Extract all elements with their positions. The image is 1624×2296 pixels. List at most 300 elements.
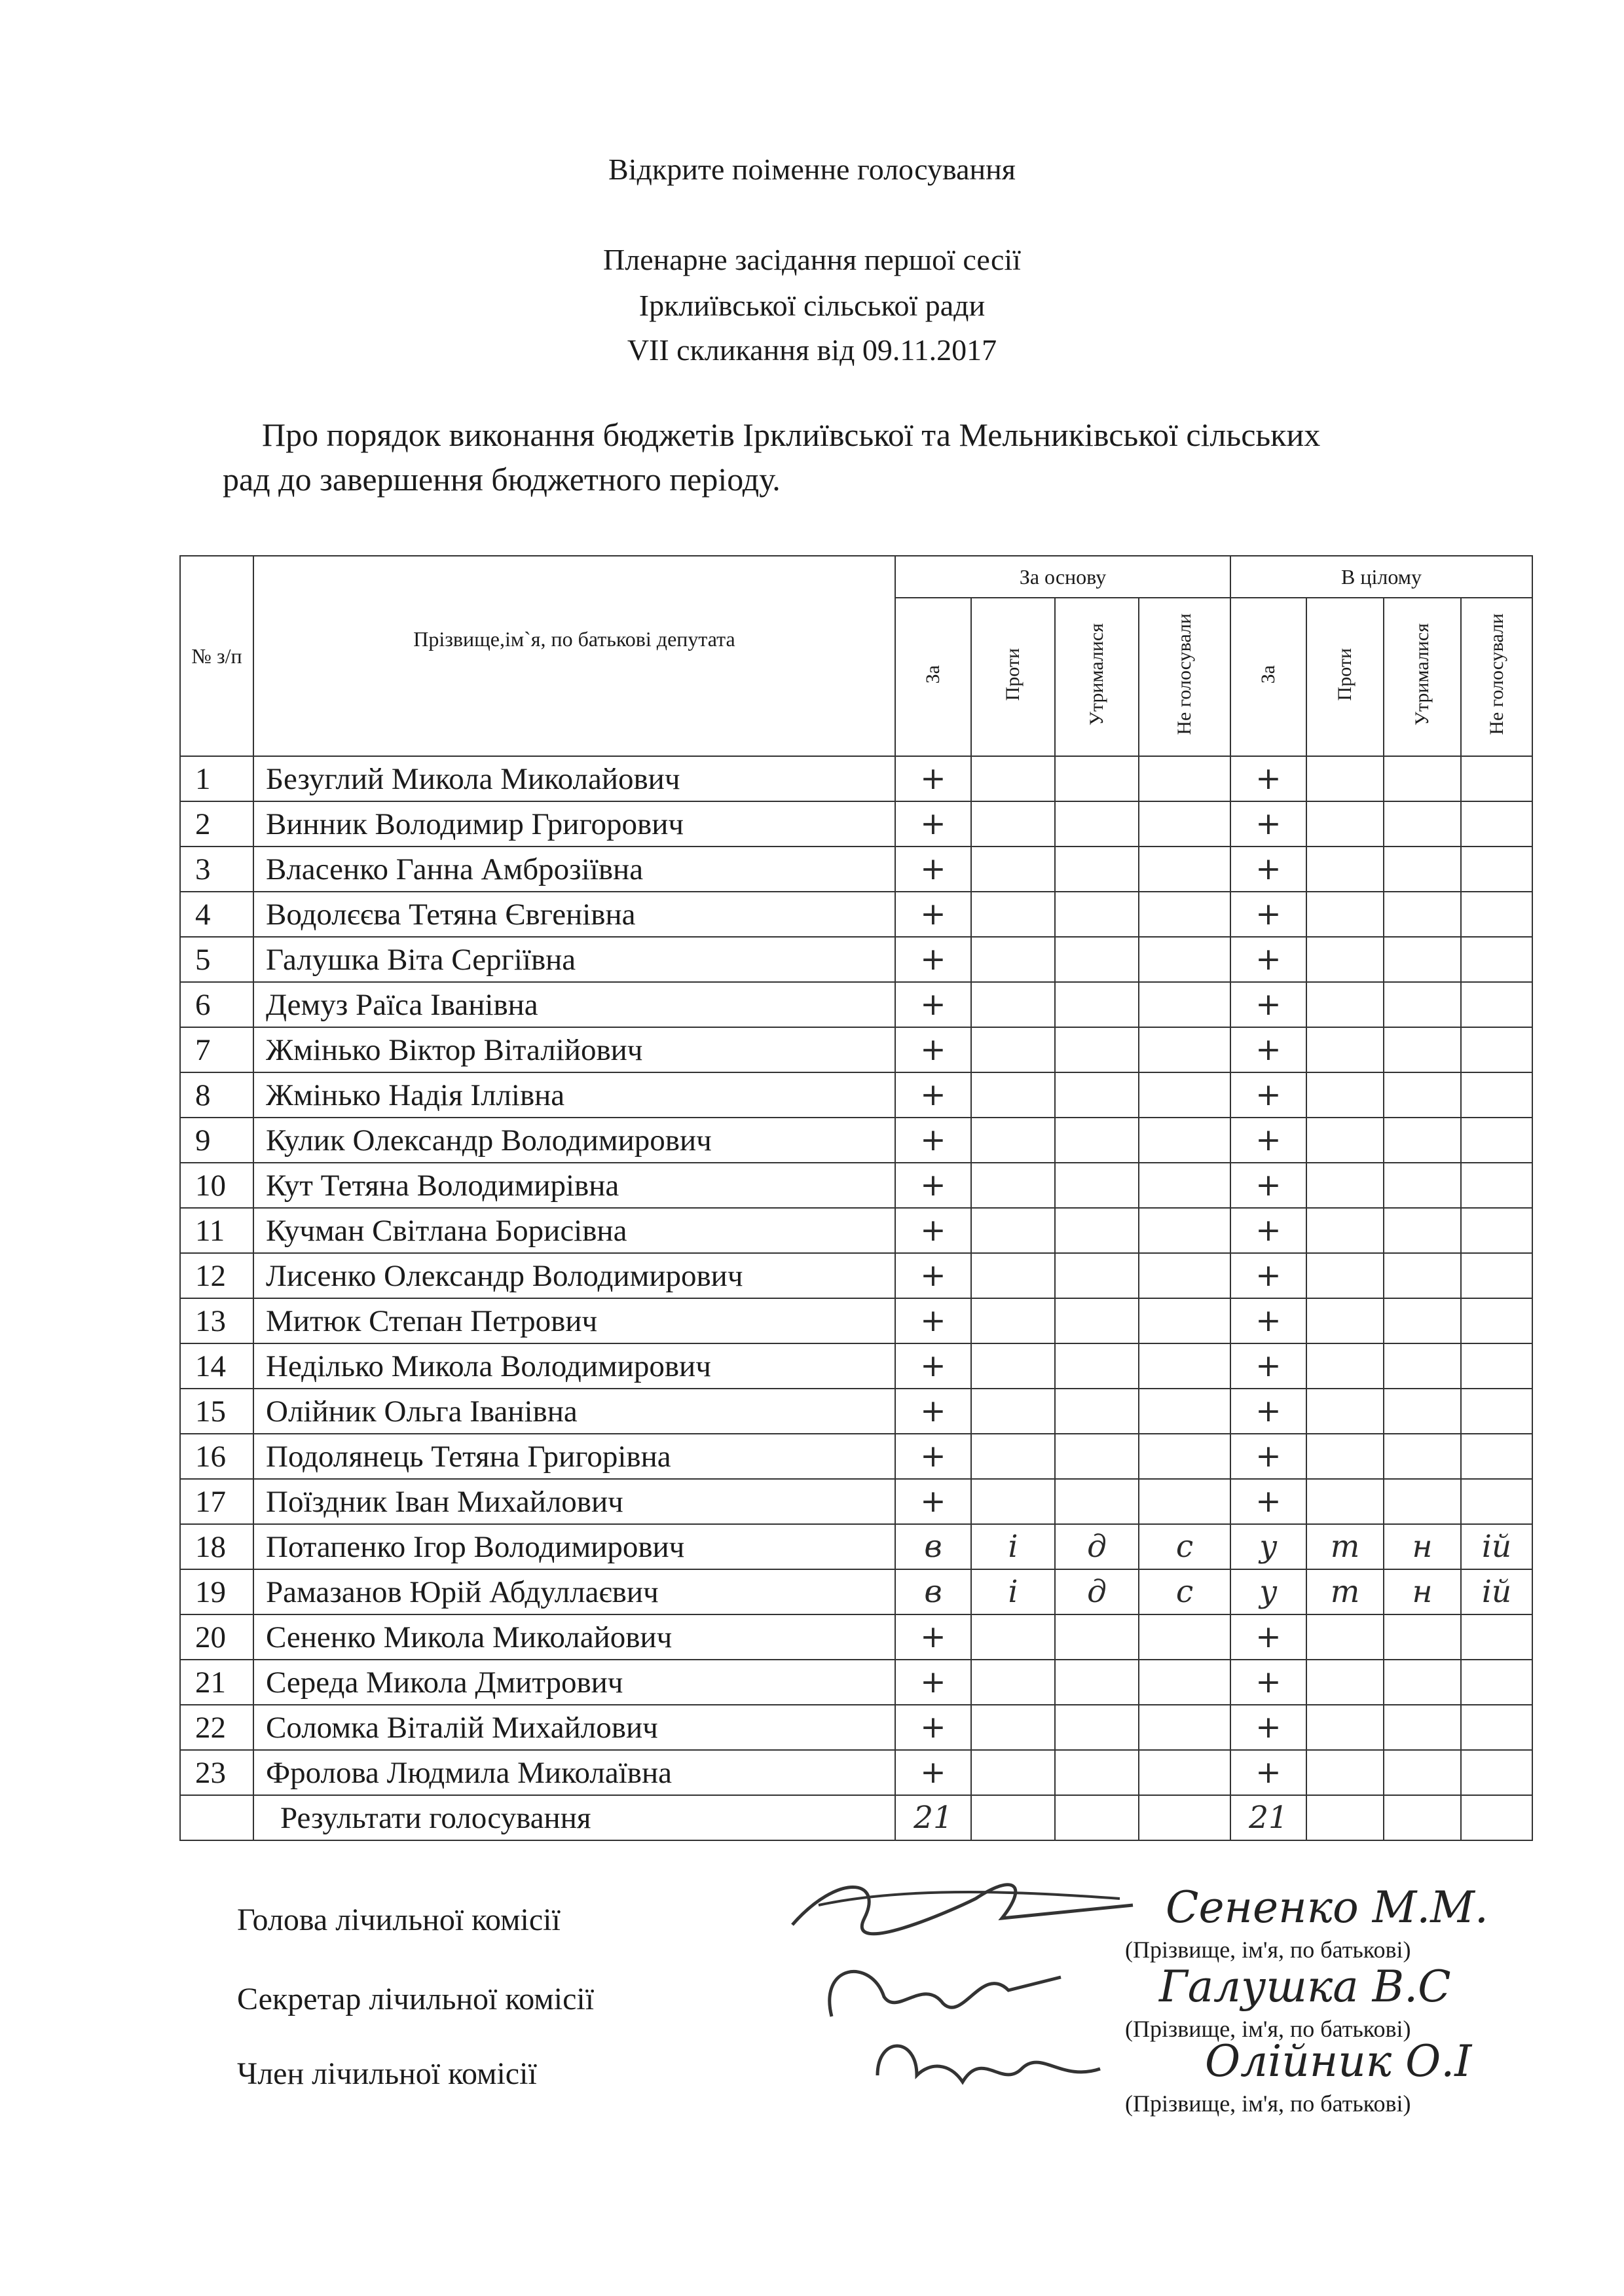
vote-mark — [1306, 1163, 1384, 1208]
table-row — [180, 1569, 1532, 1614]
row-number: 17 — [180, 1479, 253, 1524]
vote-mark — [1055, 1163, 1139, 1208]
vote-mark: + — [895, 982, 971, 1027]
vote-mark — [1055, 1705, 1139, 1750]
vote-mark — [1055, 1614, 1139, 1660]
vote-mark: + — [1230, 1389, 1306, 1434]
vote-mark — [1306, 847, 1384, 892]
table-row — [180, 982, 1532, 1027]
vote-mark — [1139, 1479, 1230, 1524]
vote-mark: в — [895, 1569, 971, 1614]
vote-mark — [1461, 1208, 1532, 1253]
vote-mark — [1055, 892, 1139, 937]
vote-mark — [971, 1705, 1055, 1750]
vote-mark — [1055, 1027, 1139, 1072]
subject-line-2: рад до завершення бюджетного періоду. — [223, 461, 781, 498]
vote-mark: ій — [1461, 1569, 1532, 1614]
table-row — [180, 1389, 1532, 1434]
vote-mark — [971, 1027, 1055, 1072]
vote-mark: д — [1055, 1524, 1139, 1569]
vote-mark — [1306, 801, 1384, 847]
deputy-name: Жмінько Віктор Віталійович — [253, 1027, 895, 1072]
vote-mark — [971, 937, 1055, 982]
row-number: 19 — [180, 1569, 253, 1614]
deputy-name: Демуз Раїса Іванівна — [253, 982, 895, 1027]
results-value — [1306, 1795, 1384, 1840]
vote-mark: + — [895, 1705, 971, 1750]
col-num-header — [180, 556, 253, 756]
table-row — [180, 1118, 1532, 1163]
subject — [223, 412, 1532, 501]
vote-mark — [1306, 1750, 1384, 1795]
results-value — [1055, 1795, 1139, 1840]
row-number: 7 — [180, 1027, 253, 1072]
vote-mark: + — [895, 1027, 971, 1072]
row-number: 10 — [180, 1163, 253, 1208]
vote-mark — [1055, 1434, 1139, 1479]
subheader-whole-ne-holosuvaly — [1461, 598, 1532, 756]
vote-mark — [1139, 801, 1230, 847]
vote-mark: + — [1230, 1343, 1306, 1389]
vote-mark — [971, 1298, 1055, 1343]
vote-mark: + — [895, 937, 971, 982]
signature-name: Олійник О.І — [1205, 2036, 1472, 2086]
vote-mark — [1461, 1750, 1532, 1795]
deputy-name: Винник Володимир Григорович — [253, 801, 895, 847]
vote-mark: + — [895, 1343, 971, 1389]
subheader-label: Проти — [1002, 647, 1024, 701]
vote-mark — [1139, 1253, 1230, 1298]
vote-mark: + — [1230, 847, 1306, 892]
vote-mark — [1306, 1298, 1384, 1343]
vote-mark — [1306, 1118, 1384, 1163]
vote-mark — [1055, 1343, 1139, 1389]
vote-mark — [1461, 1118, 1532, 1163]
deputy-name: Жмінько Надія Іллівна — [253, 1072, 895, 1118]
subheader-label: Не голосували — [1485, 613, 1507, 735]
vote-mark — [1384, 892, 1461, 937]
row-number: 1 — [180, 756, 253, 801]
vote-mark — [1461, 756, 1532, 801]
subheader-base-ne-holosuvaly — [1139, 598, 1230, 756]
vote-mark — [1461, 1163, 1532, 1208]
vote-mark: + — [1230, 892, 1306, 937]
table-row — [180, 1208, 1532, 1253]
vote-mark — [1139, 982, 1230, 1027]
results-value: 21 — [895, 1795, 971, 1840]
vote-mark — [971, 982, 1055, 1027]
col-num-label: № з/п — [191, 644, 242, 668]
deputy-name: Галушка Віта Сергіївна — [253, 937, 895, 982]
deputy-name: Середа Микола Дмитрович — [253, 1660, 895, 1705]
vote-mark: + — [1230, 756, 1306, 801]
vote-mark: + — [1230, 1434, 1306, 1479]
vote-mark: + — [895, 1163, 971, 1208]
table-row — [180, 937, 1532, 982]
vote-mark — [1139, 1343, 1230, 1389]
vote-mark — [1384, 982, 1461, 1027]
vote-mark — [1384, 1027, 1461, 1072]
vote-mark — [1461, 1389, 1532, 1434]
vote-mark: + — [1230, 1027, 1306, 1072]
deputy-name: Потапенко Ігор Володимирович — [253, 1524, 895, 1569]
group-header-base: За основу — [895, 556, 1230, 598]
subheader-whole-utrymalysia — [1384, 598, 1461, 756]
vote-mark: + — [1230, 1660, 1306, 1705]
deputy-name: Поїздник Іван Михайлович — [253, 1479, 895, 1524]
row-number: 11 — [180, 1208, 253, 1253]
row-number: 9 — [180, 1118, 253, 1163]
signature-role: Член лічильної комісії — [237, 2056, 537, 2091]
vote-mark — [1461, 1072, 1532, 1118]
col-name-label: Прізвище,ім`я, по батькові депутата — [413, 627, 735, 651]
row-number: 20 — [180, 1614, 253, 1660]
vote-mark — [1139, 1750, 1230, 1795]
vote-mark — [971, 1253, 1055, 1298]
vote-mark: + — [895, 1298, 971, 1343]
vote-mark: + — [1230, 1705, 1306, 1750]
vote-mark — [1461, 1027, 1532, 1072]
vote-mark — [1139, 937, 1230, 982]
vote-mark — [971, 1750, 1055, 1795]
vote-mark — [971, 1072, 1055, 1118]
row-number: 8 — [180, 1072, 253, 1118]
table-row — [180, 1343, 1532, 1389]
vote-mark — [1461, 1298, 1532, 1343]
vote-mark — [1384, 1163, 1461, 1208]
results-empty-cell — [180, 1795, 253, 1840]
results-value — [1461, 1795, 1532, 1840]
vote-mark: + — [895, 1253, 971, 1298]
vote-mark — [1384, 1208, 1461, 1253]
vote-mark: + — [895, 892, 971, 937]
vote-mark: н — [1384, 1569, 1461, 1614]
row-number: 14 — [180, 1343, 253, 1389]
vote-mark — [971, 1434, 1055, 1479]
vote-mark — [1384, 1072, 1461, 1118]
deputy-name: Фролова Людмила Миколаївна — [253, 1750, 895, 1795]
row-number: 21 — [180, 1660, 253, 1705]
row-number: 3 — [180, 847, 253, 892]
row-number: 13 — [180, 1298, 253, 1343]
vote-mark: + — [1230, 1072, 1306, 1118]
vote-mark — [1139, 1163, 1230, 1208]
vote-mark — [1461, 982, 1532, 1027]
vote-mark: + — [895, 1072, 971, 1118]
table-row — [180, 1298, 1532, 1343]
vote-mark: с — [1139, 1524, 1230, 1569]
row-number: 18 — [180, 1524, 253, 1569]
vote-mark — [1461, 1705, 1532, 1750]
table-row — [180, 756, 1532, 801]
vote-mark — [1055, 1750, 1139, 1795]
vote-mark: + — [1230, 1298, 1306, 1343]
vote-mark — [1139, 1072, 1230, 1118]
vote-mark: + — [1230, 801, 1306, 847]
vote-mark — [1384, 1118, 1461, 1163]
table-row — [180, 1524, 1532, 1569]
vote-mark — [1306, 982, 1384, 1027]
vote-mark: + — [1230, 1163, 1306, 1208]
results-value — [971, 1795, 1055, 1840]
vote-mark — [1306, 756, 1384, 801]
vote-mark — [1055, 937, 1139, 982]
vote-mark — [1139, 1298, 1230, 1343]
vote-mark: + — [895, 1750, 971, 1795]
vote-mark — [1461, 1253, 1532, 1298]
vote-mark: + — [895, 1660, 971, 1705]
vote-mark: + — [895, 801, 971, 847]
vote-mark: і — [971, 1524, 1055, 1569]
vote-mark — [1139, 1208, 1230, 1253]
results-value: 21 — [1230, 1795, 1306, 1840]
table-row — [180, 1163, 1532, 1208]
deputy-name: Рамазанов Юрій Абдуллаєвич — [253, 1569, 895, 1614]
table-row — [180, 801, 1532, 847]
vote-mark — [1461, 1343, 1532, 1389]
deputy-name: Сененко Микола Миколайович — [253, 1614, 895, 1660]
vote-mark — [1306, 1343, 1384, 1389]
table-row — [180, 1253, 1532, 1298]
vote-mark: у — [1230, 1524, 1306, 1569]
row-number: 16 — [180, 1434, 253, 1479]
vote-mark: т — [1306, 1524, 1384, 1569]
subheader-whole-za — [1230, 598, 1306, 756]
table-row — [180, 1705, 1532, 1750]
results-row — [180, 1795, 1532, 1840]
vote-mark — [1384, 1389, 1461, 1434]
vote-mark — [971, 1163, 1055, 1208]
row-number: 6 — [180, 982, 253, 1027]
vote-mark: + — [895, 1389, 971, 1434]
vote-mark: + — [1230, 1118, 1306, 1163]
subheader-label: Утрималися — [1086, 623, 1107, 726]
deputy-name: Власенко Ганна Амброзіївна — [253, 847, 895, 892]
vote-mark — [1461, 892, 1532, 937]
vote-mark: і — [971, 1569, 1055, 1614]
vote-mark — [1384, 1750, 1461, 1795]
subheader-base-za — [895, 598, 971, 756]
vote-mark — [1139, 1389, 1230, 1434]
results-value — [1139, 1795, 1230, 1840]
subject-line-1: Про порядок виконання бюджетів Ірклиївської та Мельниківської сільських — [262, 416, 1321, 453]
vote-mark — [1384, 1479, 1461, 1524]
vote-mark — [1306, 1434, 1384, 1479]
vote-mark — [1461, 1434, 1532, 1479]
deputy-name: Кучман Світлана Борисівна — [253, 1208, 895, 1253]
vote-mark — [1055, 801, 1139, 847]
row-number: 12 — [180, 1253, 253, 1298]
deputy-name: Кулик Олександр Володимирович — [253, 1118, 895, 1163]
subheader-label: Утрималися — [1411, 623, 1433, 726]
vote-mark — [1055, 847, 1139, 892]
vote-mark — [1139, 1614, 1230, 1660]
vote-mark: + — [895, 1479, 971, 1524]
table-row — [180, 1614, 1532, 1660]
row-number: 2 — [180, 801, 253, 847]
vote-mark — [1306, 1208, 1384, 1253]
vote-mark — [1306, 1027, 1384, 1072]
vote-mark — [1461, 1479, 1532, 1524]
vote-mark — [1384, 937, 1461, 982]
results-value — [1384, 1795, 1461, 1840]
signature-name: Сененко М.М. — [1166, 1882, 1488, 1933]
deputy-name: Лисенко Олександр Володимирович — [253, 1253, 895, 1298]
vote-mark — [1139, 756, 1230, 801]
vote-mark: в — [895, 1524, 971, 1569]
vote-mark — [1384, 1434, 1461, 1479]
session-line-2: Ірклиївської сільської ради — [638, 289, 986, 322]
deputy-name: Неділько Микола Володимирович — [253, 1343, 895, 1389]
subheader-label: За — [922, 665, 944, 684]
signature-role: Голова лічильної комісії — [237, 1903, 561, 1937]
vote-mark — [1461, 801, 1532, 847]
vote-mark — [1055, 1479, 1139, 1524]
vote-mark — [1306, 937, 1384, 982]
vote-rows — [180, 756, 1532, 1840]
signature-scribble-2 — [812, 1938, 1087, 2036]
subheader-base-utrymalysia — [1055, 598, 1139, 756]
vote-mark — [1055, 1389, 1139, 1434]
table-row — [180, 847, 1532, 892]
row-number: 5 — [180, 937, 253, 982]
vote-mark — [971, 1118, 1055, 1163]
subheader-base-proty — [971, 598, 1055, 756]
vote-mark: с — [1139, 1569, 1230, 1614]
vote-mark — [971, 1208, 1055, 1253]
row-number: 23 — [180, 1750, 253, 1795]
vote-mark: + — [895, 1208, 971, 1253]
vote-mark — [971, 892, 1055, 937]
vote-mark — [1306, 1705, 1384, 1750]
row-number: 15 — [180, 1389, 253, 1434]
group-header-whole: В цілому — [1230, 556, 1532, 598]
signature-role: Секретар лічильної комісії — [237, 1982, 595, 2016]
vote-mark — [1055, 982, 1139, 1027]
vote-mark — [1384, 1614, 1461, 1660]
col-name-header — [253, 556, 895, 756]
vote-mark: + — [1230, 1614, 1306, 1660]
vote-mark — [971, 847, 1055, 892]
vote-mark — [1306, 1479, 1384, 1524]
table-row — [180, 1434, 1532, 1479]
vote-mark: + — [1230, 937, 1306, 982]
session-line-3: VII скликання від 09.11.2017 — [627, 333, 997, 367]
vote-mark: + — [1230, 1750, 1306, 1795]
vote-mark — [1306, 892, 1384, 937]
vote-mark: + — [895, 1118, 971, 1163]
vote-mark: у — [1230, 1569, 1306, 1614]
subheader-label: За — [1257, 665, 1279, 684]
vote-mark — [1055, 1253, 1139, 1298]
vote-mark — [1384, 1660, 1461, 1705]
vote-mark — [1055, 1660, 1139, 1705]
signature-note: (Прізвище, ім'я, по батькові) — [1125, 2016, 1411, 2042]
vote-mark — [1384, 847, 1461, 892]
vote-mark — [1306, 1253, 1384, 1298]
table-row — [180, 892, 1532, 937]
vote-mark — [1384, 801, 1461, 847]
vote-mark — [1055, 1298, 1139, 1343]
vote-mark — [1055, 1208, 1139, 1253]
signature-note: (Прізвище, ім'я, по батькові) — [1125, 1937, 1411, 1963]
vote-mark — [971, 801, 1055, 847]
vote-mark — [971, 1389, 1055, 1434]
vote-mark: ій — [1461, 1524, 1532, 1569]
vote-mark — [1306, 1072, 1384, 1118]
subheader-label: Не голосували — [1173, 613, 1195, 735]
vote-mark: + — [895, 756, 971, 801]
vote-mark: + — [1230, 1479, 1306, 1524]
subheader-label: Проти — [1334, 647, 1356, 701]
vote-mark — [1306, 1389, 1384, 1434]
vote-mark — [1055, 756, 1139, 801]
session-line-1: Пленарне засідання першої сесії — [603, 243, 1021, 276]
vote-table — [179, 555, 1533, 1841]
table-row — [180, 1660, 1532, 1705]
vote-mark: + — [895, 847, 971, 892]
vote-mark — [1384, 756, 1461, 801]
vote-mark — [1139, 1027, 1230, 1072]
table-row — [180, 1750, 1532, 1795]
vote-mark — [971, 1660, 1055, 1705]
document-title: Відкрите поіменне голосування — [608, 153, 1016, 186]
vote-mark — [1461, 1660, 1532, 1705]
vote-mark: + — [1230, 1208, 1306, 1253]
vote-mark — [971, 756, 1055, 801]
vote-mark: н — [1384, 1524, 1461, 1569]
row-number: 22 — [180, 1705, 253, 1750]
vote-mark — [1384, 1298, 1461, 1343]
vote-mark — [1139, 1705, 1230, 1750]
table-row — [180, 1479, 1532, 1524]
signature-scribble-3 — [864, 2023, 1139, 2108]
vote-mark — [1055, 1072, 1139, 1118]
vote-mark — [1461, 847, 1532, 892]
vote-mark: т — [1306, 1569, 1384, 1614]
results-label: Результати голосування — [253, 1795, 895, 1840]
vote-mark — [971, 1343, 1055, 1389]
vote-mark: + — [895, 1434, 971, 1479]
vote-mark: + — [1230, 1253, 1306, 1298]
vote-mark — [1461, 937, 1532, 982]
deputy-name: Водолєєва Тетяна Євгенівна — [253, 892, 895, 937]
signature-name: Галушка В.С — [1159, 1961, 1451, 2012]
vote-mark: д — [1055, 1569, 1139, 1614]
vote-mark — [1461, 1614, 1532, 1660]
deputy-name: Митюк Степан Петрович — [253, 1298, 895, 1343]
table-row — [180, 1072, 1532, 1118]
vote-mark — [1384, 1343, 1461, 1389]
vote-mark — [1055, 1118, 1139, 1163]
vote-mark — [1139, 892, 1230, 937]
deputy-name: Кут Тетяна Володимирівна — [253, 1163, 895, 1208]
signature-note: (Прізвище, ім'я, по батькові) — [1125, 2090, 1411, 2117]
subheader-whole-proty — [1306, 598, 1384, 756]
vote-mark — [1139, 847, 1230, 892]
vote-mark — [1384, 1705, 1461, 1750]
vote-mark — [971, 1479, 1055, 1524]
deputy-name: Подолянець Тетяна Григорівна — [253, 1434, 895, 1479]
vote-mark: + — [1230, 982, 1306, 1027]
vote-mark — [1139, 1434, 1230, 1479]
deputy-name: Олійник Ольга Іванівна — [253, 1389, 895, 1434]
deputy-name: Соломка Віталій Михайлович — [253, 1705, 895, 1750]
deputy-name: Безуглий Микола Миколайович — [253, 756, 895, 801]
vote-mark — [1384, 1253, 1461, 1298]
vote-mark — [1139, 1660, 1230, 1705]
vote-mark — [1306, 1614, 1384, 1660]
